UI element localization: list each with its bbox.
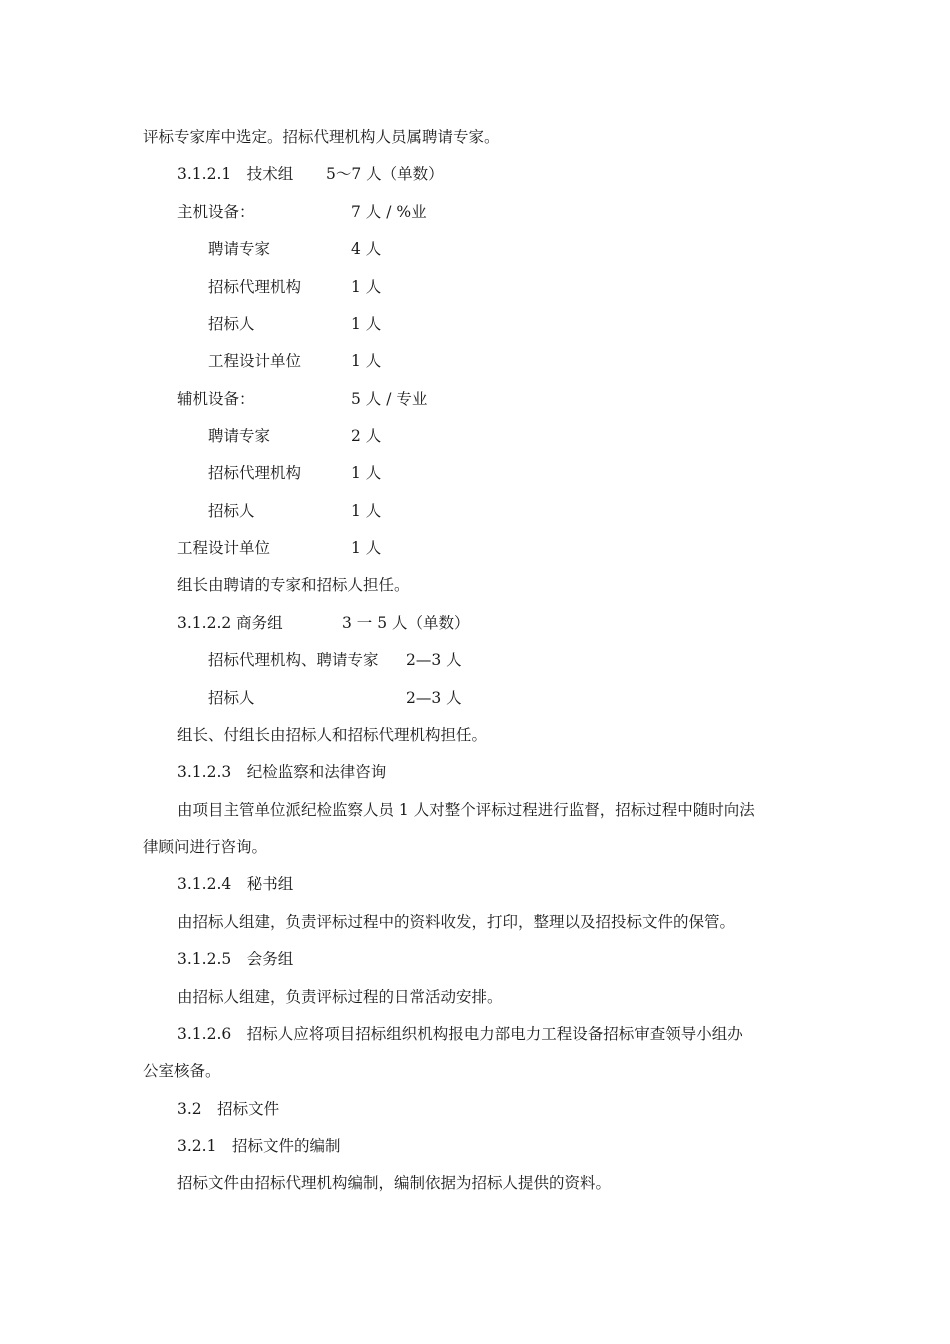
row-value: 5～7 人（单数） [326, 165, 444, 183]
row-label: 工程设计单位 [208, 352, 302, 370]
text-line: 公室核备。 [143, 1062, 221, 1080]
row-label: 工程设计单位 [177, 539, 271, 557]
row-label: 招标人 [208, 502, 255, 520]
text-line: 由项目主管单位派纪检监察人员 1 人对整个评标过程进行监督，招标过程中随时向法 [177, 801, 755, 819]
row-label: 3.1.2.1 技术组 [177, 165, 294, 183]
row-value: 7 人 / %业 [351, 203, 427, 221]
section-heading: 3.1.2.3 纪检监察和法律咨询 [177, 763, 387, 781]
text-line: 组长、付组长由招标人和招标代理机构担任。 [177, 726, 488, 744]
section-heading: 3.2 招标文件 [177, 1100, 280, 1118]
row-label: 聘请专家 [208, 427, 271, 445]
row-value: 2 人 [351, 427, 382, 445]
text-line: 由招标人组建，负责评标过程的日常活动安排。 [177, 988, 503, 1006]
row-label: 辅机设备： [177, 390, 255, 408]
section-heading: 3.1.2.5 会务组 [177, 950, 294, 968]
row-value: 5 人 / 专业 [351, 390, 428, 408]
row-value: 1 人 [351, 278, 382, 296]
row-label: 招标人 [208, 315, 255, 333]
row-label: 招标代理机构、聘请专家 [208, 651, 379, 669]
row-value: 2—3 人 [406, 689, 462, 707]
row-label: 3.1.2.2 商务组 [177, 614, 283, 632]
row-value: 4 人 [351, 240, 382, 258]
text-line: 组长由聘请的专家和招标人担任。 [177, 576, 410, 594]
text-line: 由招标人组建，负责评标过程中的资料收发，打印，整理以及招投标文件的保管。 [177, 913, 736, 931]
section-heading: 3.2.1 招标文件的编制 [177, 1137, 341, 1155]
text-line: 律顾问进行咨询。 [143, 838, 268, 856]
row-label: 招标代理机构 [208, 464, 302, 482]
row-value: 3 一 5 人（单数） [342, 614, 470, 632]
row-value: 1 人 [351, 315, 382, 333]
row-label: 主机设备： [177, 203, 255, 221]
row-value: 1 人 [351, 464, 382, 482]
row-label: 招标代理机构 [208, 278, 302, 296]
row-value: 1 人 [351, 502, 382, 520]
text-line: 评标专家库中选定。招标代理机构人员属聘请专家。 [143, 128, 500, 146]
text-line: 招标文件由招标代理机构编制，编制依据为招标人提供的资料。 [177, 1174, 612, 1192]
section-heading: 3.1.2.4 秘书组 [177, 875, 294, 893]
row-value: 1 人 [351, 352, 382, 370]
row-label: 聘请专家 [208, 240, 271, 258]
row-value: 2—3 人 [406, 651, 462, 669]
row-label: 招标人 [208, 689, 255, 707]
row-value: 1 人 [351, 539, 382, 557]
text-line: 3.1.2.6 招标人应将项目招标组织机构报电力部电力工程设备招标审查领导小组办 [177, 1025, 743, 1043]
